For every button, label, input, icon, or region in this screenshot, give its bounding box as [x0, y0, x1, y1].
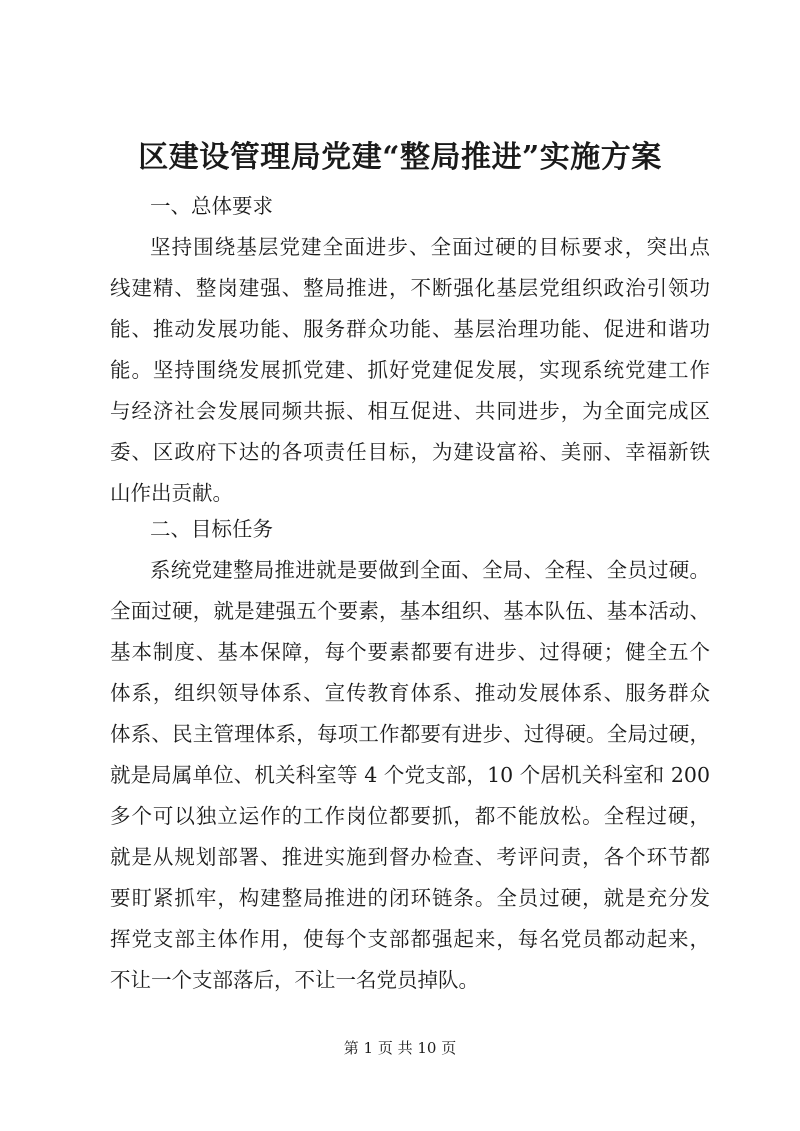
paragraph-line: 山作出贡献。	[110, 481, 233, 505]
paragraph-line: 不让一个支部落后，不让一名党员掉队。	[110, 968, 479, 992]
page-number-footer: 第 1 页 共 10 页	[343, 1039, 457, 1057]
paragraph-line: 坚持围绕基层党建全面进步、全面过硬的目标要求，突出点	[150, 235, 710, 259]
paragraph-line: 委、区政府下达的各项责任目标，为建设富裕、美丽、幸福新铁	[110, 440, 710, 464]
paragraph-line: 能、推动发展功能、服务群众功能、基层治理功能、促进和谐功	[110, 317, 710, 341]
document-title: 区建设管理局党建“整局推进”实施方案	[138, 140, 662, 175]
paragraph-line: 就是局属单位、机关科室等 4 个党支部，10 个居机关科室和 200	[110, 763, 710, 787]
paragraph-line: 体系、民主管理体系，每项工作都要有进步、过得硬。全局过硬，	[110, 722, 710, 746]
paragraph-line: 挥党支部主体作用，使每个支部都强起来，每名党员都动起来，	[110, 927, 710, 951]
paragraph-line: 就是从规划部署、推进实施到督办检查、考评问责，各个环节都	[110, 845, 710, 869]
paragraph-line: 能。坚持围绕发展抓党建、抓好党建促发展，实现系统党建工作	[110, 358, 710, 382]
section-body-1	[110, 227, 710, 514]
paragraph-line: 与经济社会发展同频共振、相互促进、共同进步，为全面完成区	[110, 399, 710, 423]
paragraph-line: 体系，组织领导体系、宣传教育体系、推动发展体系、服务群众	[110, 681, 710, 705]
paragraph-line: 线建精、整岗建强、整局推进，不断强化基层党组织政治引领功	[110, 276, 710, 300]
paragraph-line: 全面过硬，就是建强五个要素，基本组织、基本队伍、基本活动、	[110, 599, 710, 623]
paragraph-line: 多个可以独立运作的工作岗位都要抓，都不能放松。全程过硬，	[110, 804, 710, 828]
section-heading-2: 二、目标任务	[150, 517, 273, 541]
paragraph-line: 基本制度、基本保障，每个要素都要有进步、过得硬；健全五个	[110, 640, 710, 664]
section-heading-1: 一、总体要求	[150, 194, 273, 218]
paragraph-line: 系统党建整局推进就是要做到全面、全局、全程、全员过硬。	[150, 558, 710, 582]
paragraph-line: 要盯紧抓牢，构建整局推进的闭环链条。全员过硬，就是充分发	[110, 886, 710, 910]
section-body-2	[110, 550, 710, 1001]
